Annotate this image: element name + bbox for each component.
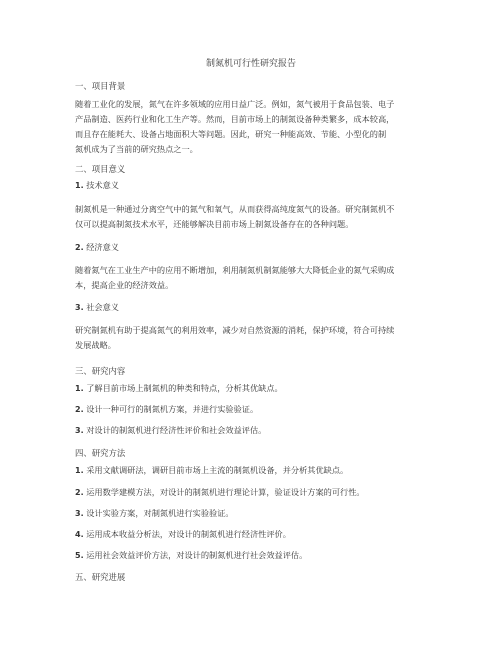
section-heading-background: 一、项目背景: [75, 81, 126, 91]
item-number: 2.: [75, 488, 84, 497]
section-heading-content: 三、研究内容: [75, 366, 126, 376]
paragraph-line: 而且存在能耗大、设备占地面积大等问题。因此，研究一种能高效、节能、小型化的制: [75, 129, 387, 139]
paragraph-line: 仅可以提高制氮技术水平，还能够解决目前市场上制氮设备存在的各种问题。: [75, 219, 354, 229]
list-item: [75, 402, 430, 417]
item-number: 3.: [75, 426, 84, 435]
document-title: 制氮机可行性研究报告: [205, 59, 296, 69]
subsection-heading-technical: [75, 178, 430, 193]
item-text: 采用文献调研法，调研目前市场上主流的制氮机设备，并分析其优缺点。: [86, 465, 349, 475]
subsection-label: 社会意义: [86, 302, 119, 312]
item-number: 1.: [75, 181, 84, 190]
paragraph-line: 随着氮气在工业生产中的应用不断增加，利用制氮机制氮能够大大降低企业的氮气采购成: [75, 265, 395, 275]
subsection-paragraph-social: [75, 323, 430, 353]
subsection-label: 经济意义: [86, 242, 119, 252]
item-number: 3.: [75, 303, 84, 312]
paragraph-line: 本，提高企业的经济效益。: [75, 280, 174, 290]
list-item: [75, 423, 430, 438]
item-number: 1.: [75, 384, 84, 393]
subsection-heading-social: [75, 300, 430, 315]
list-item: [75, 463, 430, 478]
list-item: [75, 548, 430, 563]
section-heading-significance: 二、项目意义: [75, 164, 126, 174]
item-text: 设计一种可行的制氮机方案，并进行实验验证。: [86, 404, 259, 414]
item-text: 对设计的制氮机进行经济性评价和社会效益评估。: [86, 425, 267, 435]
item-text: 运用社会效益评价方法，对设计的制氮机进行社会效益评估。: [86, 550, 308, 560]
item-text: 设计实验方案，对制氮机进行实验验证。: [86, 508, 234, 518]
item-number: 2.: [75, 243, 84, 252]
subsection-paragraph-technical: [75, 202, 430, 232]
list-item: [75, 506, 430, 521]
item-text: 了解目前市场上制氮机的种类和特点，分析其优缺点。: [86, 383, 283, 393]
item-number: 1.: [75, 466, 84, 475]
subsection-label: 技术意义: [86, 180, 119, 190]
paragraph-line: 氮机成为了当前的研究热点之一。: [75, 144, 198, 154]
subsection-paragraph-economic: [75, 263, 430, 293]
list-item: [75, 527, 430, 542]
section-heading-progress: 五、研究进展: [75, 572, 126, 582]
item-number: 3.: [75, 509, 84, 518]
item-number: 5.: [75, 551, 84, 560]
list-item: [75, 381, 430, 396]
section-heading-methods: 四、研究方法: [75, 448, 126, 458]
item-number: 4.: [75, 530, 84, 539]
paragraph-line: 发展战略。: [75, 340, 116, 350]
item-text: 运用成本收益分析法，对设计的制氮机进行经济性评价。: [86, 529, 291, 539]
section-paragraph-background: [75, 97, 430, 157]
paragraph-line: 制氮机是一种通过分离空气中的氮气和氧气，从而获得高纯度氮气的设备。研究制氮机不: [75, 204, 395, 214]
item-number: 2.: [75, 405, 84, 414]
list-item: [75, 485, 430, 500]
subsection-heading-economic: [75, 240, 430, 255]
paragraph-line: 随着工业化的发展，氮气在许多领域的应用日益广泛。例如，氮气被用于食品包装、电子: [75, 99, 395, 109]
item-text: 运用数学建模方法，对设计的制氮机进行理论计算，验证设计方案的可行性。: [86, 487, 365, 497]
paragraph-line: 产品制造、医药行业和化工生产等。然而，目前市场上的制氮设备种类繁多，成本较高，: [75, 114, 395, 124]
paragraph-line: 研究制氮机有助于提高氮气的利用效率，减少对自然资源的消耗，保护环境，符合可持续: [75, 325, 395, 335]
